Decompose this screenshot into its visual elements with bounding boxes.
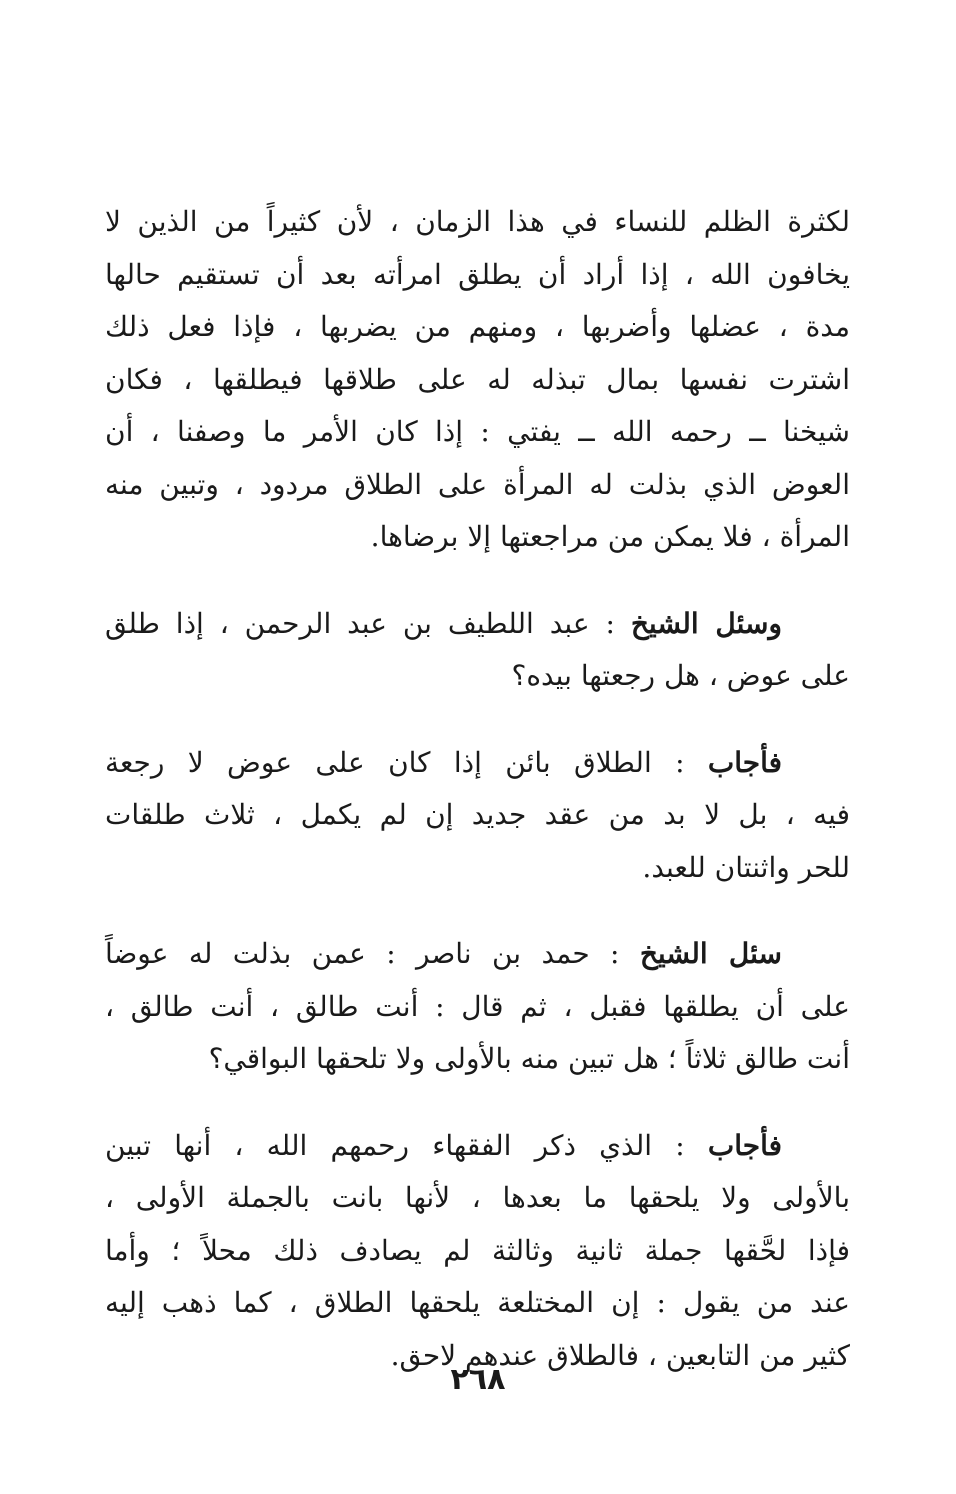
text-line: العوض الذي بذلت له المرأة على الطلاق مردود ، وتبين منه (105, 467, 850, 501)
question-1 (105, 598, 850, 703)
text-line: المرأة ، فلا يمكن من مراجعتها إلا برضاها. (370, 520, 850, 553)
question-first-text: : حمد بن ناصر : عمن بذلت له عوضاً (105, 937, 640, 970)
paragraph-intro (105, 196, 850, 564)
text-line: أنت طالق ثلاثاً ؛ هل تبين منه بالأولى ولا تلحقها البواقي؟ (208, 1042, 850, 1075)
question-lead: سئل الشيخ (639, 937, 782, 970)
question-first-line (105, 598, 850, 651)
page-number: ٢٦٨ (450, 1362, 506, 1397)
text-line: مدة ، عضلها وأضربها ، ومنهم من يضربها ، فإذا فعل ذلك (105, 310, 850, 343)
answer-lead: فأجاب (707, 1128, 782, 1162)
question-first-text: : عبد اللطيف بن عبد الرحمن ، إذا طلق (105, 606, 631, 640)
text-line: على أن يطلقها فقبل ، ثم قال : أنت طالق ، أنت طالق ، (105, 989, 850, 1023)
text-line: لكثرة الظلم للنساء في هذا الزمان ، لأن كثيراً من الذين لا (105, 205, 850, 238)
answer-first-line (105, 737, 850, 790)
question-2 (105, 928, 850, 1086)
answer-first-text: : الذي ذكر الفقهاء رحمهم الله ، أنها تبين (105, 1128, 708, 1162)
text-line: يخافون الله ، إذا أراد أن يطلق امرأته بعد أن تستقيم حالها (105, 257, 850, 291)
page-body (105, 196, 850, 1382)
text-line: شيخنا ــ رحمه الله ــ يفتي : إذا كان الأمر ما وصفنا ، أن (105, 415, 850, 448)
text-line: كثير من التابعين ، فالطلاق عندهم لاحق. (390, 1338, 850, 1372)
text-line: على عوض ، هل رجعتها بيده؟ (511, 659, 850, 692)
text-line: عند من يقول : إن المختلعة يلحقها الطلاق ، كما ذهب إليه (105, 1286, 850, 1319)
text-line: اشترت نفسها بمال تبذله له على طلاقها فيطلقها ، فكان (105, 362, 850, 396)
text-line: للحر واثنتان للعبد. (642, 850, 850, 884)
question-first-line (105, 928, 850, 981)
answer-lead: فأجاب (707, 745, 782, 779)
text-line: بالأولى ولا يلحقها ما بعدها ، لأنها بانت بالجملة الأولى ، (105, 1181, 850, 1214)
answer-1 (105, 737, 850, 895)
text-line: فيه ، بل لا بد من عقد جديد إن لم يكمل ، ثلاث طلقات (105, 798, 850, 831)
answer-first-text: : الطلاق بائن إذا كان على عوض لا رجعة (105, 745, 708, 779)
answer-2 (105, 1120, 850, 1383)
answer-first-line (105, 1120, 850, 1173)
question-lead: وسئل الشيخ (630, 606, 783, 640)
text-line: فإذا لحَّقها جملة ثانية وثالثة لم يصادف ذلك محلاً ؛ وأما (105, 1233, 850, 1267)
